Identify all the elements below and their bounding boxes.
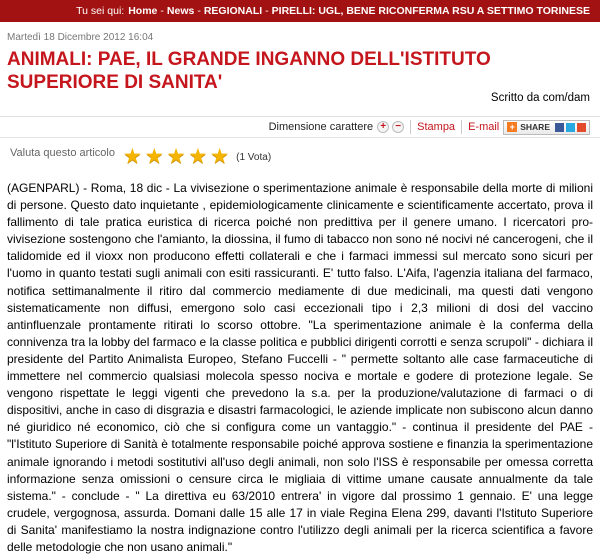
breadcrumb-separator: -	[265, 5, 269, 17]
twitter-icon	[566, 123, 575, 132]
breadcrumb-home-link[interactable]: Home	[128, 5, 158, 17]
article-date: Martedì 18 Dicembre 2012 16:04	[7, 32, 154, 43]
star-icon[interactable]: ★	[188, 145, 208, 168]
vote-count: (1 Vota)	[236, 151, 272, 163]
rating-stars	[123, 145, 232, 169]
star-icon[interactable]: ★	[210, 145, 230, 168]
plus-icon: +	[507, 122, 517, 132]
article-toolbar	[0, 116, 600, 138]
breadcrumb	[0, 0, 600, 22]
share-button[interactable]	[503, 120, 590, 135]
article-title: ANIMALI: PAE, IL GRANDE INGANNO DELL'ISTITUTO SUPERIORE DI SANITA'	[7, 49, 491, 93]
font-decrease-button[interactable]: −	[392, 121, 404, 133]
breadcrumb-regionali-link[interactable]: REGIONALI	[203, 5, 263, 17]
breadcrumb-separator: -	[197, 5, 201, 17]
star-icon[interactable]: ★	[122, 145, 142, 168]
rating-label: Valuta questo articolo	[10, 147, 115, 159]
facebook-icon	[555, 123, 564, 132]
email-share-icon	[577, 123, 586, 132]
breadcrumb-separator: -	[160, 5, 164, 17]
star-icon[interactable]: ★	[144, 145, 164, 168]
toolbar-divider	[410, 120, 411, 134]
article-rating	[10, 145, 271, 169]
email-link[interactable]: E-mail	[468, 121, 500, 133]
article-body: (AGENPARL) - Roma, 18 dic - La vivisezione o sperimentazione animale è responsabile della morte di milioni di persone. Questo dato inquietante , epidemiologicamente clinicamente e scientificamente accertato, prova il fallimento di tale pratica euristica di ricerca poiché non predittiva per il genere umano. I ricercatori pro-vivisezione sostengono che l'amianto, la diossina, il fumo di tabacco non sono né nocivi né cancerogeni, che il talidomide ed il vioxx non producono effetti collaterali e che i farmaci immessi sul mercato sono sicuri per l'uomo in quanto testati sugli animali con esiti rassicuranti. E' tutto falso. L'Aifa, l'agenzia italiana del farmaco, notifica settimanalmente il ritiro dal commercio mediamente di due medicinali, ma questi dati vengono sistematicamente non diffusi, emergono solo casi eccezionali tipo i 2,3 milioni di dosi del vaccino antinfluenzale prontamente ritirati lo scorso ottobre. "La sperimentazione animale è la conferma della connivenza tra la lobby del farmaco e la classe politica e pubblici dirigenti corrotti e senza scrupoli" - dichiara il presidente del Partito Animalista Europeo, Stefano Fuccelli - " permette soltanto alle case farmaceutiche di immettere nel commercio qualsiasi molecola spesso nociva e mortale e godere di protezione legale. Se vengono rispettate le leggi vigenti che prevedono la s.a. per la produzione/valutazione di farmaci o di dispositivi, anche in caso di disgrazia e disastri farmacologici, le aziende implicate non subiscono alcun danno né giuridico né economico, ciò che si configura come un vantaggio." - continua il presidente del PAE - "l'Istituto Superiore di Sanità è totalmente responsabile poiché approva sostiene e finanzia la sperimentazione animale ignorando i metodi sostitutivi all'uso degli animali, non solo l'ISS è responsabile per omessa corretta informazione senza omissioni o censure circa le migliaia di vittime umane causate annualmente da tale sistema." - conclude - " La direttiva eu 63/2010 entrera' in vigore dal prossimo 1 gennaio. E' una legge crudele, vergognosa, assurda. Domani dalle 15 alle 17 in viale Regina Elena 299, davanti l'Istituto Superiore di Sanita' manifestiamo la nostra indignazione contro l'utilizzo degli animali per la ricerca scientifica a favore delle metodologie che non usano animali."	[7, 181, 593, 554]
breadcrumb-news-link[interactable]: News	[166, 5, 195, 17]
article-author: Scritto da com/dam	[490, 92, 590, 104]
breadcrumb-current: PIRELLI: UGL, BENE RICONFERMA RSU A SETTIMO TORINESE	[271, 5, 590, 17]
font-size-label: Dimensione carattere	[268, 121, 374, 133]
toolbar-divider	[461, 120, 462, 134]
print-link[interactable]: Stampa	[417, 121, 456, 133]
breadcrumb-prefix: Tu sei qui:	[76, 5, 125, 17]
font-increase-button[interactable]: +	[377, 121, 389, 133]
star-icon[interactable]: ★	[166, 145, 186, 168]
share-label: SHARE	[520, 122, 550, 132]
